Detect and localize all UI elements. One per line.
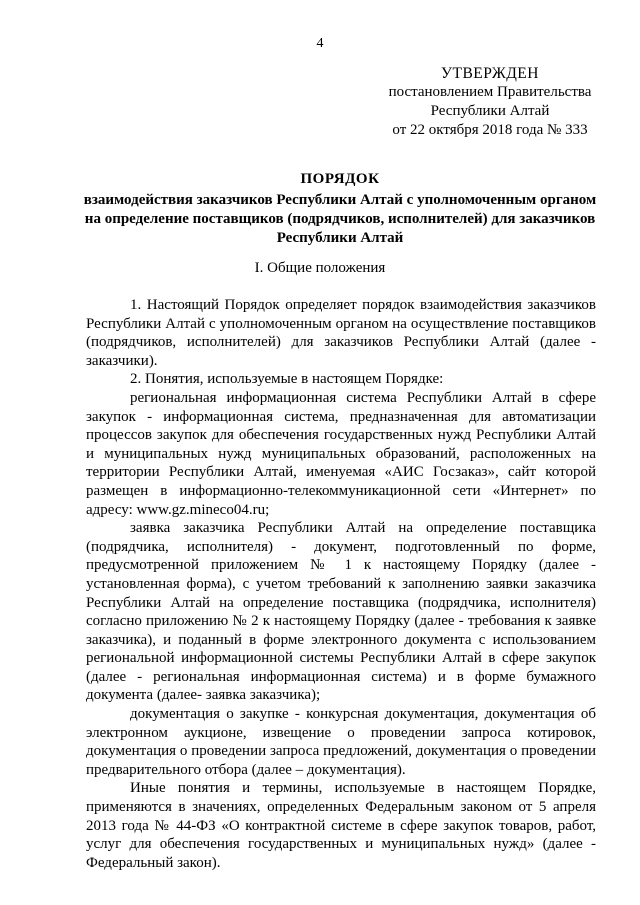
paragraph-4: заявка заказчика Республики Алтай на определение поставщика (подрядчика, исполнителя) - документ, подготовленный по форме, предусмотренной приложением № 1 к настоящему Порядку (далее - установленная форма), с учетом требований к заполнению заявки заказчика Республики Алтай на определение поставщика (подрядчика, исполнителя) согласно приложению № 2 к настоящему Порядку (далее - требования к заявке заказчика), и поданный в форме электронного документа с использованием региональной информационной системы Республики Алтай в сфере закупок (далее - региональная информационная система) и в форме бумажного документа (далее- заявка заказчика); [86, 520, 596, 704]
paragraph-2: 2. Понятия, используемые в настоящем Порядке: [130, 371, 444, 388]
section-title: I. Общие положения [254, 260, 386, 276]
approval-line-2: Республики Алтай [430, 103, 550, 119]
document-body [86, 296, 596, 872]
paragraph-5: документация о закупке - конкурсная документация, документация об электронном аукционе, извещение о проведении запроса котировок, документация о проведении запроса предложений, документация о проведении предварительного отбора (далее – документация). [86, 706, 596, 778]
approval-stamp [360, 64, 620, 140]
page-number: 4 [316, 36, 324, 51]
document-title: ПОРЯДОК [300, 171, 380, 187]
document-subtitle: взаимодействия заказчиков Республики Алтай с уполномоченным органом на определение поставщиков (подрядчиков, исполнителей) для заказчиков Республики Алтай [83, 192, 597, 246]
document-title-block [80, 170, 600, 248]
paragraph-6: Иные понятия и термины, используемые в настоящем Порядке, применяются в значениях, определенных Федеральным законом от 5 апреля 2013 года № 44-ФЗ «О контрактной системе в сфере закупок товаров, работ, услуг для обеспечения государственных и муниципальных нужд» (далее - Федеральный закон). [86, 780, 596, 871]
approval-line-3: от 22 октября 2018 года № 333 [392, 122, 588, 138]
paragraph-1: 1. Настоящий Порядок определяет порядок взаимодействия заказчиков Республики Алтай с уполномоченным органом на осуществление поставщиков (подрядчиков, исполнителей) для заказчиков Республики Алтай (далее - заказчики). [86, 297, 596, 369]
approval-heading: УТВЕРЖДЕН [441, 65, 539, 82]
approval-line-1: постановлением Правительства [388, 84, 592, 100]
paragraph-3: региональная информационная система Республики Алтай в сфере закупок - информационная система, предназначенная для автоматизации процессов закупок для обеспечения государственных нужд Республики Алтай и муниципальных нужд муниципальных образований, расположенных на территории Республики Алтай, именуемая «АИС Госзаказ», сайт которой размещен в информационно-телекоммуникационной сети «Интернет» по адресу: www.gz.mineco04.ru; [86, 389, 596, 518]
